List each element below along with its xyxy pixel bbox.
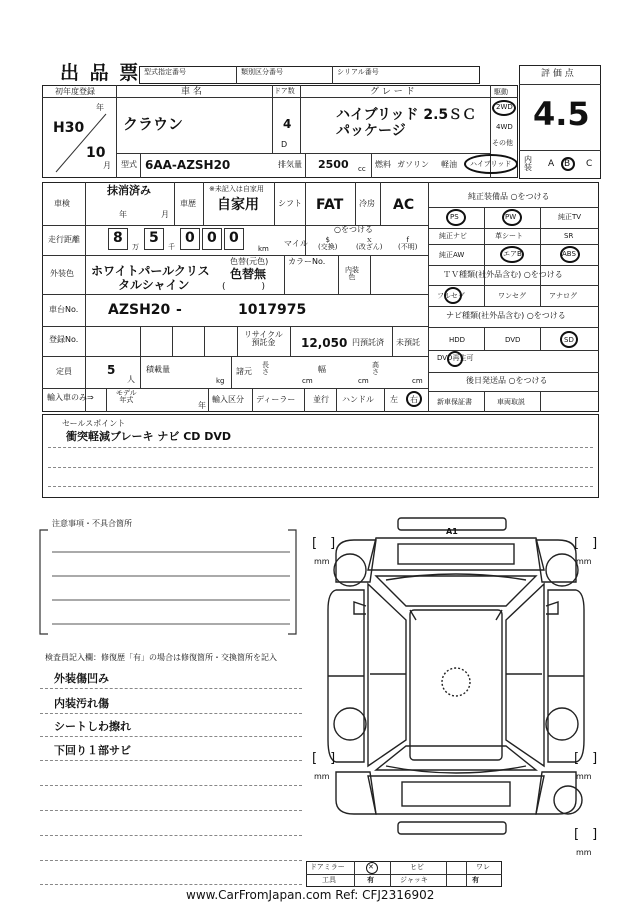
option-pw: PW [505, 213, 517, 221]
navi-title: ナビ種類(社外品含む) ○をつける [446, 311, 566, 320]
interior-grade-c: C [586, 159, 593, 169]
class-code-label: 類別区分番号 [241, 68, 283, 76]
note-item-2: 内装汚れ傷 [54, 697, 109, 710]
option-airbag: エアB [503, 250, 522, 258]
inspector-label: 検査員記入欄：修復歴「有」の場合は修復箇所・交換箇所を記入 [45, 653, 277, 662]
car-damage-diagram [306, 510, 606, 882]
inspection-value: 抹消済み [107, 184, 151, 197]
exterior-color-line2: タルシャイン [118, 278, 190, 292]
model-cert-label: 型式指定番号 [144, 68, 186, 76]
mileage-digit-3: 0 [185, 230, 195, 246]
handle-right: 右 [410, 395, 418, 404]
reg-year: H30 [53, 120, 85, 136]
grade-line1: ハイブリッド 2.5ＳＣ [336, 107, 477, 123]
option-abs: ABS [562, 250, 576, 258]
footer-watermark: www.CarFromJapan.com Ref: CFJ2316902 [186, 888, 435, 902]
option-ps: PS [450, 213, 459, 221]
capacity-value: 5 [107, 363, 116, 377]
repaint-value: 色替無 [230, 267, 267, 281]
note-item-1: 外装傷凹み [54, 672, 109, 685]
recycle-fee: 12,050 [301, 336, 348, 350]
shift-value: FAT [316, 197, 344, 213]
drive-2wd: 2WD [496, 103, 513, 111]
dvd-play: DVD再生可 [437, 354, 474, 362]
mileage-digit-1: 8 [113, 230, 123, 246]
tv-fullseg: フルセグ [437, 292, 465, 300]
reg-month: 10 [86, 145, 106, 161]
interior-grade-a: A [548, 159, 555, 169]
first-reg-label: 初年度登録 [55, 87, 95, 96]
door-count: 4 [283, 117, 292, 131]
grade-line2: パッケージ [336, 123, 406, 139]
model-code: 6AA-AZSH20 [145, 158, 231, 172]
cooling-value: AC [393, 197, 415, 213]
header-codes-row [139, 66, 480, 84]
genuine-equipment-title: 純正装備品 ○をつける [468, 192, 550, 201]
caution-box [38, 528, 308, 636]
tv-title: ＴＶ種類(社外品含む) ○をつける [443, 270, 563, 279]
damage-mark-a1: A1 [446, 527, 458, 536]
mileage-digit-4: 0 [207, 230, 217, 246]
car-name-label: 車 名 [181, 87, 202, 97]
document-title: 出 品 票 [60, 62, 141, 84]
note-item-3: シートしわ擦れ [54, 720, 131, 733]
chassis-number: 1017975 [238, 302, 307, 318]
serial-label: シリアル番号 [337, 68, 379, 76]
history-value: 自家用 [217, 197, 259, 213]
displacement: 2500 [318, 158, 349, 171]
later-shipment-title: 後日発送品 ○をつける [466, 376, 548, 385]
grade-label: グ レ ー ド [370, 87, 415, 97]
chassis-model: AZSH20 [108, 302, 171, 318]
exterior-color-line1: ホワイトパールクリス [91, 264, 210, 278]
interior-grade-b: B [564, 159, 571, 169]
caution-label: 注意事項・不具合箇所 [52, 519, 132, 528]
mileage-digit-5: 0 [229, 230, 239, 246]
score-value: 4.5 [533, 95, 590, 133]
sales-point-text: 衝突軽減ブレーキ ナビ CD DVD [66, 430, 232, 443]
navi-sd: SD [564, 336, 574, 344]
note-item-4: 下回り１部サビ [54, 744, 131, 757]
fuel-hybrid: ハイブリッド [470, 160, 512, 168]
car-name: クラウン [123, 115, 184, 133]
score-label: 評 価 点 [541, 69, 574, 79]
mileage-digit-2: 5 [149, 230, 159, 246]
